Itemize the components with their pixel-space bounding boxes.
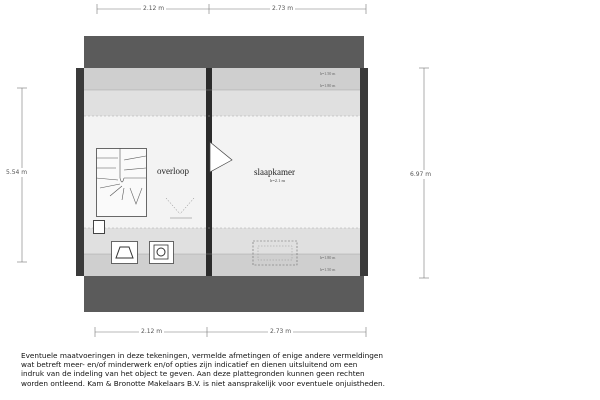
top-right-dimension: 2.73 m bbox=[272, 5, 294, 12]
left-height-dimension: 5.54 m bbox=[6, 169, 28, 176]
boiler-icon bbox=[111, 241, 139, 265]
room-label-bedroom: slaapkamer bbox=[254, 167, 295, 177]
top-left-dimension: 2.12 m bbox=[143, 5, 165, 12]
height-note-top-2: h=1.80 m bbox=[320, 83, 336, 88]
roof-bottom bbox=[84, 276, 364, 312]
roof-right-wall bbox=[360, 68, 368, 276]
disclaimer-line: indruk van de indeling van het object te geven. Aan deze plattegronden kunnen geen rechten bbox=[21, 369, 365, 379]
right-height-dimension: 6.97 m bbox=[410, 171, 432, 178]
height-note-top-1: h=1.50 m bbox=[320, 71, 336, 76]
height-note-bottom-1: h=1.80 m bbox=[320, 255, 336, 260]
bottom-dimension-lines bbox=[0, 322, 600, 342]
roof-top bbox=[84, 36, 364, 68]
top-dimension-lines bbox=[0, 0, 600, 30]
skylight bbox=[252, 240, 300, 268]
disclaimer-line: Eventuele maatvoeringen in deze tekeningen, vermelde afmetingen of enige andere vermeldingen bbox=[21, 351, 384, 360]
meter-box bbox=[93, 220, 105, 234]
disclaimer-line: wat betreft meer- en/of minderwerk en/of opties zijn indicatief en dienen uitsluitend om een bbox=[21, 360, 358, 370]
disclaimer-line: worden ontleend. Kam & Bronotte Makelaars B.V. is niet aansprakelijk voor eventuele onjuistheden. bbox=[21, 378, 385, 388]
washing-machine-icon bbox=[149, 241, 175, 265]
roof-left-wall bbox=[76, 68, 84, 276]
room-label-landing: overloop bbox=[157, 166, 189, 176]
staircase bbox=[96, 148, 150, 218]
door-swing bbox=[208, 140, 238, 176]
bottom-right-dimension: 2.73 m bbox=[270, 328, 292, 335]
height-note-bottom-2: h=1.50 m bbox=[320, 267, 336, 272]
bedroom-height: h=2.1 m bbox=[270, 178, 286, 183]
disclaimer bbox=[21, 351, 596, 388]
landing-dashes bbox=[160, 196, 200, 226]
bottom-left-dimension: 2.12 m bbox=[141, 328, 163, 335]
